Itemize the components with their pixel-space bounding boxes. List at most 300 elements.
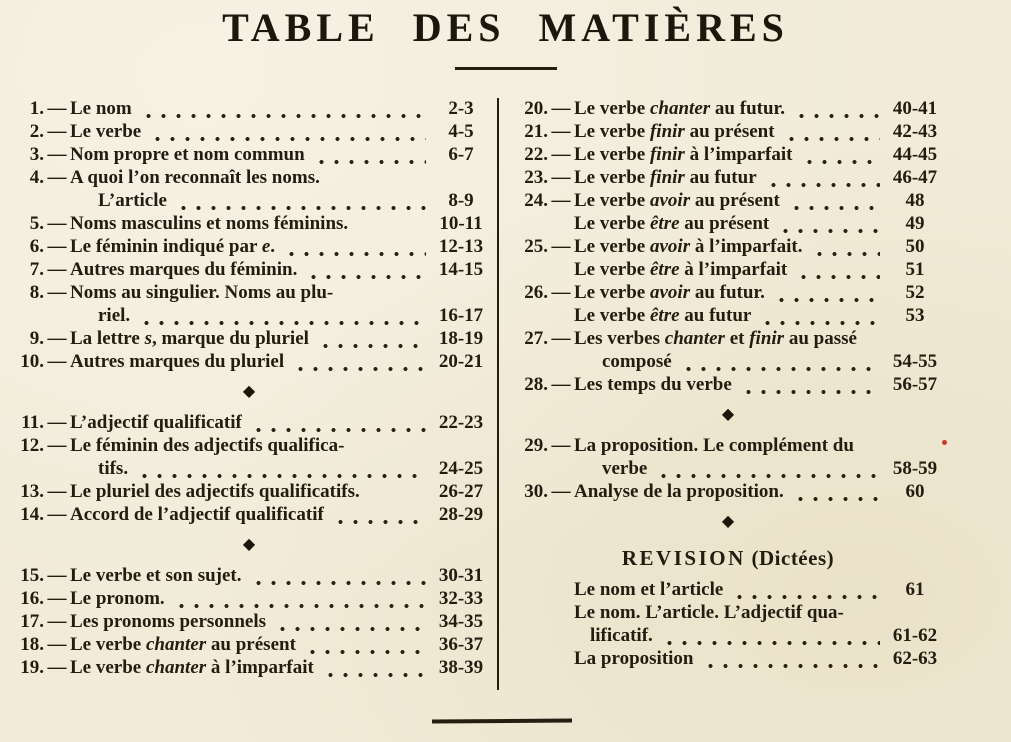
- entry-text-segment: Les temps du verbe: [574, 374, 732, 395]
- entry-text-segment: Le verbe: [70, 121, 142, 142]
- entry-text: [70, 327, 309, 350]
- entry-number: 6.: [29, 236, 44, 257]
- dot-leader: [302, 636, 426, 656]
- toc-line: [512, 647, 944, 670]
- dot-leader: [809, 238, 881, 258]
- entry-text-segment: Autres marques du pluriel: [70, 351, 285, 372]
- entry-dash: —: [551, 236, 571, 257]
- entry-text-segment: Accord de l’adjectif qualificatif: [70, 504, 324, 525]
- toc-line: [512, 166, 944, 189]
- entry-text-segment: Le verbe: [574, 259, 650, 280]
- entry-text-segment: Les pronoms personnels: [70, 611, 267, 632]
- toc-line: [8, 411, 490, 434]
- entry-text: [70, 656, 314, 679]
- entry-dash: —: [47, 504, 67, 525]
- page-number: 10-11: [439, 213, 483, 234]
- entry-number: 14.: [20, 504, 44, 525]
- entry-text: [574, 97, 785, 120]
- entry-text: [70, 564, 242, 587]
- entry-text: [70, 610, 266, 633]
- entry-text-segment: Le verbe: [574, 121, 650, 142]
- dot-leader: [763, 169, 880, 189]
- dot-leader: [320, 659, 426, 679]
- entry-text-segment: au présent: [206, 634, 296, 655]
- toc-line: [8, 633, 490, 656]
- page-number: 28-29: [438, 504, 484, 525]
- entry-text: [574, 327, 857, 350]
- entry-number: 3.: [29, 144, 44, 165]
- dot-leader: [171, 590, 426, 610]
- entry-dash: —: [551, 167, 571, 188]
- toc-line: [8, 120, 490, 143]
- entry-number: 12.: [20, 435, 44, 456]
- entry-text: [70, 503, 324, 526]
- entry-text-segment: La proposition: [574, 648, 694, 669]
- entry-text-italic: être: [649, 305, 680, 326]
- page-number: 50: [905, 236, 925, 257]
- entry-text: [98, 189, 167, 212]
- toc-line: [512, 304, 944, 327]
- page-number: 16-17: [438, 305, 484, 326]
- diamond-separator: ◆: [721, 406, 735, 423]
- entry-text-segment: Le verbe: [574, 213, 650, 234]
- entry-text: [70, 411, 242, 434]
- toc-line: [512, 143, 944, 166]
- entry-text-italic: e: [261, 236, 271, 257]
- toc-line: [8, 656, 490, 679]
- page-number: 14-15: [438, 259, 484, 280]
- entry-text: [70, 120, 141, 143]
- entry-text-segment: Le verbe: [574, 305, 650, 326]
- entry-text: [574, 578, 723, 601]
- diamond-separator: ◆: [242, 536, 256, 553]
- entry-text-segment: à l’imparfait: [679, 259, 788, 280]
- entry-text: [98, 457, 128, 480]
- entry-text: [574, 281, 765, 304]
- entry-text-segment: Les verbes: [574, 328, 665, 349]
- page-number: 12-13: [438, 236, 484, 257]
- entry-text: [70, 212, 348, 235]
- dot-leader: [653, 460, 880, 480]
- entry-dash: —: [551, 328, 571, 349]
- entry-text-segment: L’article: [98, 190, 167, 211]
- entry-text-segment: Le nom: [70, 98, 132, 119]
- dot-leader: [272, 613, 426, 633]
- entry-text: [574, 235, 803, 258]
- dot-leader: [136, 307, 426, 327]
- entry-text-italic: chanter: [664, 328, 725, 349]
- entry-dash: —: [47, 611, 67, 632]
- page-number: 51: [905, 259, 925, 280]
- entry-text-segment: Le verbe: [70, 634, 146, 655]
- toc-line: [8, 480, 490, 503]
- entry-text-segment: Le verbe: [70, 657, 146, 678]
- entry-number: 15.: [20, 565, 44, 586]
- entry-dash: —: [47, 328, 67, 349]
- entry-text-segment: lificatif.: [590, 625, 653, 646]
- entry-text-italic: finir: [649, 144, 685, 165]
- entry-number: 30.: [524, 481, 548, 502]
- entry-text: [70, 587, 165, 610]
- page-number: 49: [905, 213, 925, 234]
- toc-line: [512, 624, 944, 647]
- page-number: 61-62: [892, 625, 938, 646]
- dot-leader: [771, 284, 880, 304]
- page-number: 24-25: [438, 458, 484, 479]
- dot-leader: [793, 261, 880, 281]
- revision-heading-rest: (Dictées): [745, 546, 835, 570]
- entry-dash: —: [47, 144, 67, 165]
- dot-leader: [729, 581, 880, 601]
- entry-text-italic: avoir: [649, 282, 691, 303]
- dot-leader: [248, 567, 427, 587]
- entry-text: [70, 633, 296, 656]
- toc-left-column: [8, 97, 490, 679]
- entry-dash: —: [551, 435, 571, 456]
- toc-line: [8, 189, 490, 212]
- bottom-rule: [432, 719, 572, 724]
- entry-text-segment: à l’imparfait.: [690, 236, 803, 257]
- entry-text-segment: à l’imparfait: [206, 657, 314, 678]
- entry-text-segment: verbe: [602, 458, 648, 479]
- column-divider: [497, 98, 499, 690]
- entry-text-italic: s: [144, 328, 152, 349]
- entry-text: [574, 304, 751, 327]
- toc-line: [8, 143, 490, 166]
- entry-text-segment: Noms au singulier. Noms au plu-: [70, 282, 334, 303]
- dot-leader: [659, 627, 880, 647]
- page-number: 26-27: [438, 481, 484, 502]
- title-rule: [455, 67, 557, 70]
- entry-number: 28.: [524, 374, 548, 395]
- entry-number: 13.: [20, 481, 44, 502]
- entry-text-segment: à l’imparfait: [684, 144, 793, 165]
- revision-heading-bold: REVISION: [621, 546, 746, 570]
- page-number: 20-21: [438, 351, 484, 372]
- entry-number: 18.: [20, 634, 44, 655]
- toc-line: [8, 610, 490, 633]
- entry-text-segment: Le verbe: [574, 236, 650, 257]
- entry-text-segment: Le féminin indiqué par: [70, 236, 262, 257]
- entry-text-italic: être: [649, 259, 680, 280]
- entry-text-segment: Le nom. L’article. L’adjectif qua-: [574, 602, 844, 623]
- toc-line: [512, 327, 944, 350]
- entry-text: [574, 258, 787, 281]
- entry-text-segment: Le verbe: [574, 167, 650, 188]
- entry-text: [574, 647, 694, 670]
- entry-dash: —: [47, 236, 67, 257]
- dot-leader: [781, 123, 880, 143]
- dot-leader: [290, 353, 426, 373]
- entry-dash: —: [47, 121, 67, 142]
- entry-number: 4.: [29, 167, 44, 188]
- entry-dash: —: [47, 412, 67, 433]
- entry-text-segment: au présent: [684, 121, 775, 142]
- page-title: TABLE DES MATIÈRES: [222, 5, 789, 50]
- entry-number: 16.: [20, 588, 44, 609]
- entry-number: 19.: [20, 657, 44, 678]
- toc-line: [512, 373, 944, 396]
- entry-dash: —: [551, 481, 571, 502]
- page-number: 2-3: [448, 98, 474, 119]
- entry-text-italic: finir: [749, 328, 785, 349]
- page-number: 52: [905, 282, 925, 303]
- diamond-separator: ◆: [721, 513, 735, 530]
- page-number: 18-19: [438, 328, 484, 349]
- entry-text-segment: au présent: [679, 213, 770, 234]
- entry-text-segment: Le pluriel des adjectifs qualificatifs.: [70, 481, 360, 502]
- entry-text-segment: Le verbe: [574, 190, 650, 211]
- entry-text: [574, 143, 793, 166]
- dot-leader: [315, 330, 426, 350]
- toc-line: [512, 281, 944, 304]
- entry-text: [574, 601, 844, 624]
- page-number: 4-5: [448, 121, 474, 142]
- entry-text-segment: au présent: [690, 190, 780, 211]
- entry-text-segment: La lettre: [70, 328, 145, 349]
- entry-dash: —: [551, 98, 571, 119]
- toc-line: [512, 457, 944, 480]
- page-number: 42-43: [892, 121, 938, 142]
- entry-text-segment: Le féminin des adjectifs qualifica-: [70, 435, 345, 456]
- page-number: 60: [905, 481, 925, 502]
- toc-line: [512, 120, 944, 143]
- entry-number: 25.: [524, 236, 548, 257]
- entry-number: 5.: [29, 213, 44, 234]
- entry-text-segment: et: [724, 328, 750, 349]
- dot-leader: [790, 483, 880, 503]
- entry-dash: —: [47, 282, 67, 303]
- entry-number: 24.: [524, 190, 548, 211]
- entry-text-segment: au futur: [684, 167, 757, 188]
- toc-right-column: [512, 97, 944, 670]
- dot-leader: [173, 192, 426, 212]
- revision-heading: [512, 546, 944, 570]
- entry-text-segment: .: [270, 236, 275, 257]
- entry-text-segment: Nom propre et nom commun: [70, 144, 305, 165]
- page-number: 56-57: [892, 374, 938, 395]
- entry-text-segment: au futur.: [690, 282, 765, 303]
- dot-leader: [303, 261, 426, 281]
- entry-text-segment: au futur.: [710, 98, 785, 119]
- page-number: 30-31: [438, 565, 484, 586]
- dot-leader: [791, 100, 880, 120]
- toc-line: [512, 212, 944, 235]
- entry-dash: —: [551, 121, 571, 142]
- entry-text-segment: au futur: [679, 305, 752, 326]
- toc-line: [8, 350, 490, 373]
- toc-line: [8, 304, 490, 327]
- entry-text: [70, 281, 333, 304]
- dot-leader: [757, 307, 880, 327]
- dot-leader: [311, 146, 426, 166]
- entry-text-segment: , marque du pluriel: [151, 328, 309, 349]
- entry-number: 11.: [21, 412, 44, 433]
- entry-text: [70, 97, 132, 120]
- dot-leader: [248, 414, 426, 434]
- toc-line: [8, 97, 490, 120]
- entry-number: 7.: [29, 259, 44, 280]
- dot-leader: [799, 146, 881, 166]
- entry-dash: —: [47, 435, 67, 456]
- page-number: 48: [905, 190, 925, 211]
- dot-leader: [700, 650, 881, 670]
- entry-text-segment: Analyse de la proposition.: [574, 481, 784, 502]
- entry-dash: —: [551, 282, 571, 303]
- toc-line: [8, 564, 490, 587]
- entry-text: [70, 143, 305, 166]
- entry-dash: —: [47, 98, 67, 119]
- entry-dash: —: [47, 565, 67, 586]
- dot-leader: [738, 376, 880, 396]
- page-number: 36-37: [438, 634, 484, 655]
- entry-text-italic: finir: [649, 167, 685, 188]
- toc-line: [8, 503, 490, 526]
- page-number: 53: [905, 305, 925, 326]
- dot-leader: [281, 238, 426, 258]
- entry-text: [574, 189, 780, 212]
- entry-text: [574, 373, 732, 396]
- toc-line: [512, 97, 944, 120]
- page-number: 62-63: [892, 648, 938, 669]
- entry-text: [602, 350, 672, 373]
- entry-text-segment: Noms masculins et noms féminins.: [70, 213, 349, 234]
- toc-line: [512, 601, 944, 624]
- toc-line: [512, 578, 944, 601]
- dot-leader: [330, 506, 426, 526]
- page-number: 40-41: [892, 98, 938, 119]
- toc-line: [512, 434, 944, 457]
- entry-text-segment: Autres marques du féminin.: [70, 259, 298, 280]
- toc-line: [8, 434, 490, 457]
- entry-text-segment: Le pronom.: [70, 588, 165, 609]
- page-number: 54-55: [892, 351, 938, 372]
- toc-line: [512, 258, 944, 281]
- entry-text: [574, 212, 769, 235]
- toc-line: [8, 457, 490, 480]
- entry-text-segment: Le verbe: [574, 144, 650, 165]
- red-ink-speck: [942, 440, 947, 445]
- dot-leader: [775, 215, 880, 235]
- entry-number: 8.: [29, 282, 44, 303]
- page-number: 22-23: [438, 412, 484, 433]
- page-number: 46-47: [892, 167, 938, 188]
- entry-dash: —: [47, 588, 67, 609]
- toc-line: [512, 235, 944, 258]
- entry-text: [574, 166, 757, 189]
- entry-text: [70, 166, 320, 189]
- entry-text-italic: avoir: [649, 190, 691, 211]
- entry-dash: —: [551, 190, 571, 211]
- entry-dash: —: [47, 634, 67, 655]
- page-number: 8-9: [448, 190, 474, 211]
- entry-dash: —: [47, 481, 67, 502]
- entry-text: [70, 350, 284, 373]
- page-number: 44-45: [892, 144, 938, 165]
- page-number: 61: [905, 579, 925, 600]
- page-number: 34-35: [438, 611, 484, 632]
- entry-number: 10.: [20, 351, 44, 372]
- entry-dash: —: [551, 144, 571, 165]
- page-number: 6-7: [448, 144, 474, 165]
- entry-text-segment: composé: [602, 351, 672, 372]
- entry-text-segment: Le verbe et son sujet.: [70, 565, 242, 586]
- toc-line: [8, 327, 490, 350]
- entry-text: [602, 457, 647, 480]
- entry-dash: —: [47, 657, 67, 678]
- entry-text-segment: L’adjectif qualificatif: [70, 412, 242, 433]
- entry-text: [70, 480, 360, 503]
- entry-text-segment: La proposition. Le complément du: [574, 435, 854, 456]
- toc-line: [8, 235, 490, 258]
- entry-number: 1.: [29, 98, 44, 119]
- entry-text-italic: chanter: [145, 634, 207, 655]
- entry-text-segment: tifs.: [98, 458, 129, 479]
- toc-line: [512, 189, 944, 212]
- page-number: 58-59: [892, 458, 938, 479]
- entry-text: [574, 480, 784, 503]
- entry-dash: —: [47, 167, 67, 188]
- entry-text-italic: chanter: [649, 98, 711, 119]
- toc-line: [512, 480, 944, 503]
- entry-number: 17.: [20, 611, 44, 632]
- entry-text: [590, 624, 653, 647]
- dot-leader: [147, 123, 426, 143]
- dot-leader: [138, 100, 426, 120]
- entry-number: 26.: [524, 282, 548, 303]
- entry-dash: —: [47, 351, 67, 372]
- page-number: 32-33: [438, 588, 484, 609]
- entry-text-italic: chanter: [145, 657, 207, 678]
- entry-text: [70, 258, 297, 281]
- entry-number: 23.: [524, 167, 548, 188]
- entry-text: [70, 434, 344, 457]
- entry-text: [98, 304, 130, 327]
- entry-text-italic: avoir: [649, 236, 691, 257]
- dot-leader: [134, 460, 426, 480]
- entry-dash: —: [47, 259, 67, 280]
- entry-text-segment: A quoi l’on reconnaît les noms.: [70, 167, 320, 188]
- entry-text-segment: au passé: [784, 328, 857, 349]
- entry-number: 27.: [524, 328, 548, 349]
- entry-number: 20.: [524, 98, 548, 119]
- dot-leader: [678, 353, 880, 373]
- entry-text-segment: Le nom et l’article: [574, 579, 724, 600]
- entry-text: [574, 120, 775, 143]
- toc-line: [512, 350, 944, 373]
- dot-leader: [786, 192, 880, 212]
- entry-dash: —: [551, 374, 571, 395]
- entry-dash: —: [47, 213, 67, 234]
- entry-number: 21.: [524, 121, 548, 142]
- entry-number: 2.: [29, 121, 44, 142]
- entry-text-segment: riel.: [98, 305, 131, 326]
- toc-line: [8, 258, 490, 281]
- toc-line: [8, 166, 490, 189]
- entry-text: [574, 434, 854, 457]
- toc-line: [8, 212, 490, 235]
- entry-number: 9.: [29, 328, 44, 349]
- entry-number: 22.: [524, 144, 548, 165]
- diamond-separator: ◆: [242, 383, 256, 400]
- toc-line: [8, 587, 490, 610]
- entry-text-segment: Le verbe: [574, 282, 650, 303]
- entry-text-segment: Le verbe: [574, 98, 650, 119]
- entry-number: 29.: [524, 435, 548, 456]
- entry-text-italic: finir: [649, 121, 685, 142]
- toc-line: [8, 281, 490, 304]
- entry-text-italic: être: [649, 213, 680, 234]
